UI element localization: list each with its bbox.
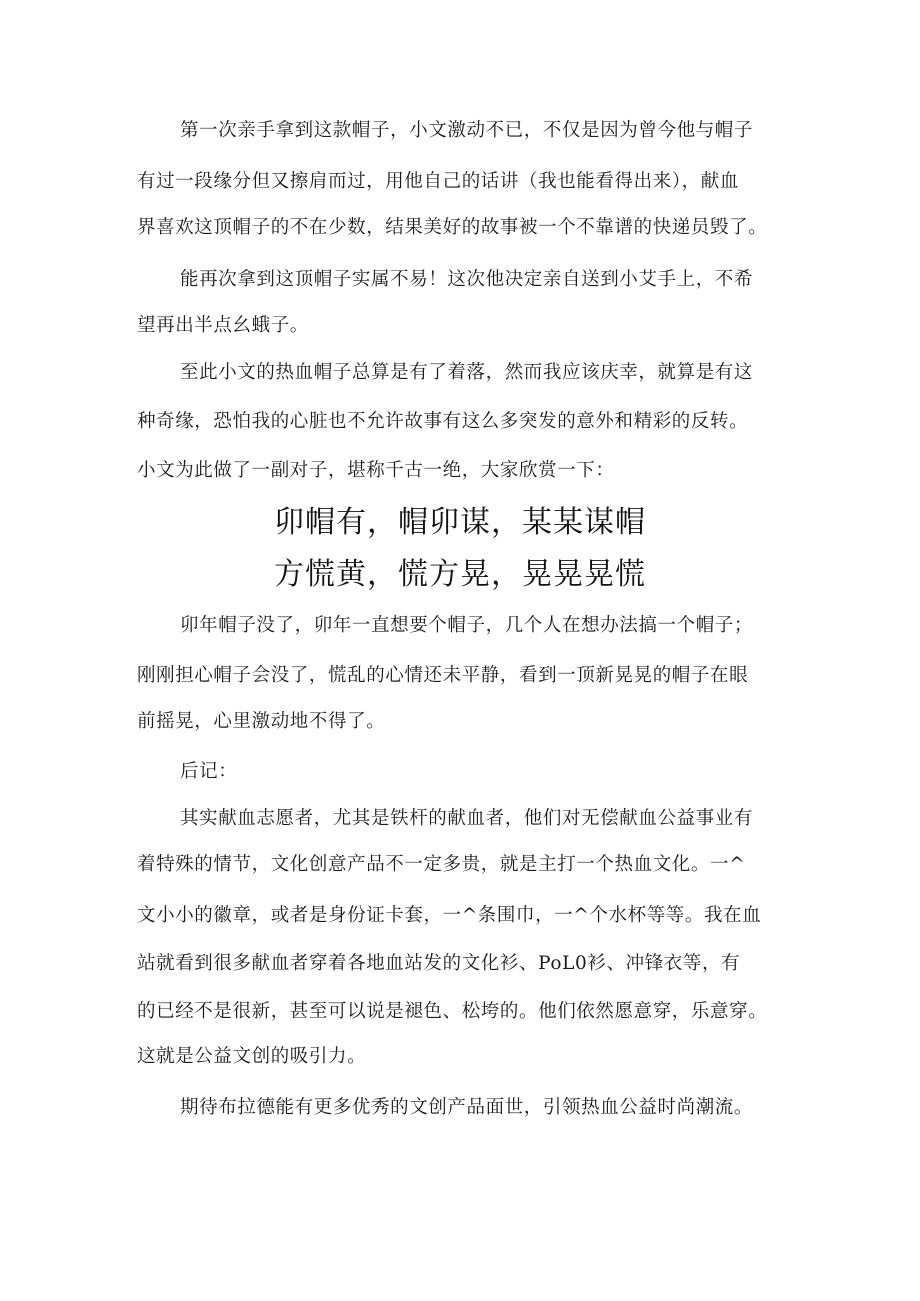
text-line: 能再次拿到这顶帽子实属不易！这次他决定亲自送到小艾手上，不希	[180, 269, 754, 290]
couplet-line-1: 卯帽有，帽卯谋，某某谋帽	[274, 505, 646, 540]
couplet-line-2: 方慌黄，慌方晃，晃晃晃慌	[274, 557, 646, 592]
text-line: 前摇晃，心里激动地不得了。	[137, 711, 386, 732]
text-line: 文小小的徽章，或者是身份证卡套，一^条围巾，一^个水杯等等。我在血	[137, 905, 762, 926]
postscript-heading: 后记：	[180, 761, 238, 782]
text-line: 期待布拉德能有更多优秀的文创产品面世，引领热血公益时尚潮流。	[180, 1097, 754, 1118]
text-line: 这就是公益文创的吸引力。	[137, 1046, 367, 1067]
text-line: 的已经不是很新，甚至可以说是褪色、松垮的。他们依然愿意穿，乐意穿。	[137, 1001, 768, 1022]
text-line: 第一次亲手拿到这款帽子，小文激动不已，不仅是因为曾今他与帽子	[180, 120, 754, 141]
text-line: 其实献血志愿者，尤其是铁杆的献血者，他们对无偿献血公益事业有	[180, 808, 754, 829]
text-line: 有过一段缘分但又擦肩而过，用他自己的话讲（我也能看得出来），献血	[137, 171, 739, 192]
text-line: 卯年帽子没了，卯年一直想要个帽子，几个人在想办法搞一个帽子；	[180, 615, 754, 636]
text-line: 刚刚担心帽子会没了，慌乱的心情还未平静，看到一顶新晃晃的帽子在眼	[137, 665, 749, 686]
text-line: 站就看到很多献血者穿着各地血站发的文化衫、PoL0衫、冲锋衣等，有	[137, 953, 741, 974]
text-line: 着特殊的情节，文化创意产品不一定多贵，就是主打一个热血文化。一^	[137, 854, 746, 875]
text-line: 界喜欢这顶帽子的不在少数，结果美好的故事被一个不靠谱的快递员毁了。	[137, 217, 768, 238]
text-line: 小文为此做了一副对子，堪称千古一绝，大家欣赏一下：	[137, 460, 615, 481]
text-line: 种奇缘，恐怕我的心脏也不允许故事有这么多突发的意外和精彩的反转。	[137, 411, 749, 432]
text-line: 望再出半点幺蛾子。	[137, 315, 309, 336]
text-line: 至此小文的热血帽子总算是有了着落，然而我应该庆幸，就算是有这	[180, 362, 754, 383]
